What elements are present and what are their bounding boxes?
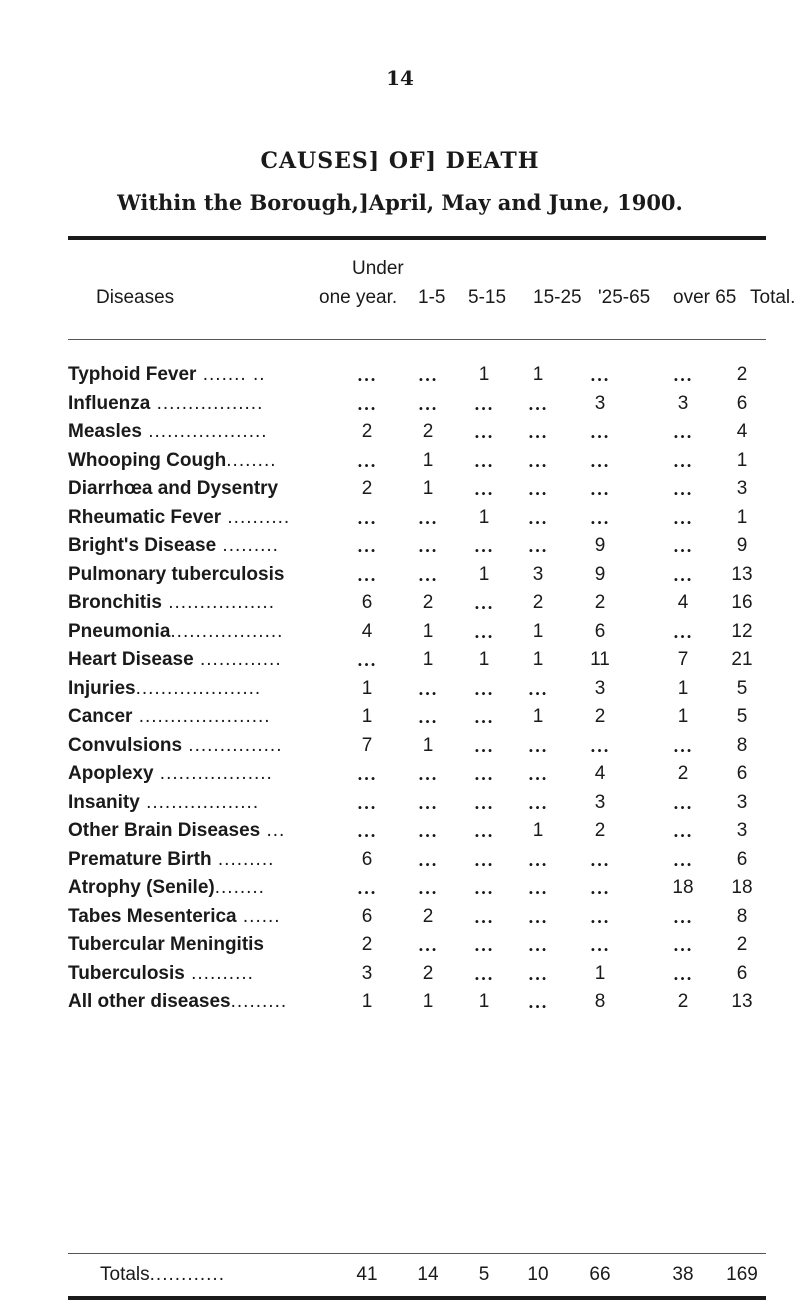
table-row-18-cell: ...	[590, 879, 610, 898]
table-row-6-cell: ...	[528, 537, 548, 556]
table-row-0-cell: ...	[590, 366, 610, 385]
table-row-16-cell: ...	[418, 822, 438, 841]
table-row-4-name: Diarrhœa and Dysentry	[68, 478, 279, 499]
table-row-13-cell: 8	[736, 735, 748, 756]
table-row-18-label	[68, 877, 265, 899]
table-row-15-leader-dots: ..................	[139, 792, 260, 813]
totals-row-cell: 66	[589, 1264, 611, 1285]
table-row-3-cell: ...	[673, 452, 693, 471]
table-row-16-cell: ...	[474, 822, 494, 841]
table-row-18-cell: ...	[357, 879, 377, 898]
table-row-2-cell: 4	[736, 421, 748, 442]
header-total: Total.	[750, 287, 796, 308]
table-row-19-leader-dots: ......	[236, 906, 281, 927]
table-row-9-name: Pneumonia	[68, 621, 171, 642]
table-row-15-cell: ...	[528, 794, 548, 813]
table-row-11-cell: ...	[418, 680, 438, 699]
page-title: CAUSES] OF] DEATH	[260, 148, 540, 174]
table-row-3-cell: ...	[474, 452, 494, 471]
table-row-6-cell: ...	[418, 537, 438, 556]
header-one-year: one year.	[319, 287, 398, 308]
table-row-4-cell: 1	[422, 478, 434, 499]
header-1-5: 1-5	[418, 287, 446, 308]
table-row-8-cell: 6	[361, 592, 373, 613]
table-row-16-cell: 3	[736, 820, 748, 841]
table-row-19-cell: 6	[361, 906, 373, 927]
table-row-22-cell: ...	[528, 993, 548, 1012]
table-row-0-cell: ...	[673, 366, 693, 385]
table-row-10-leader-dots: .............	[193, 649, 282, 670]
table-row-5-cell: 1	[736, 507, 748, 528]
table-row-3-name: Whooping Cough	[68, 450, 227, 471]
table-row-17-name: Premature Birth	[68, 849, 212, 870]
table-row-15-label	[68, 792, 259, 814]
table-row-3-label	[68, 450, 277, 472]
totals-row-cell: 41	[356, 1264, 378, 1285]
table-row-10-name: Heart Disease	[68, 649, 194, 670]
table-row-7-cell: ...	[418, 566, 438, 585]
table-row-15-cell: ...	[474, 794, 494, 813]
table-row-8-cell: 2	[594, 592, 606, 613]
table-row-12-cell: 1	[361, 706, 373, 727]
table-row-6-cell: ...	[357, 537, 377, 556]
table-row-10-cell: 7	[677, 649, 689, 670]
table-row-6-leader-dots: .........	[216, 535, 279, 556]
table-row-9-cell: 6	[594, 621, 606, 642]
table-row-14-cell: ...	[357, 765, 377, 784]
table-row-0-cell: ...	[357, 366, 377, 385]
table-row-7-cell: 9	[594, 564, 606, 585]
totals-row-cell: 14	[417, 1264, 439, 1285]
table-row-10-cell: 1	[532, 649, 544, 670]
table-row-17-cell: ...	[418, 851, 438, 870]
table-row-12-cell: 5	[736, 706, 748, 727]
table-row-17-cell: 6	[736, 849, 748, 870]
table-row-0-cell: ...	[418, 366, 438, 385]
table-row-2-cell: ...	[474, 423, 494, 442]
table-row-20-cell: ...	[590, 936, 610, 955]
table-row-11-name: Injuries	[68, 678, 136, 699]
table-row-1-cell: ...	[528, 395, 548, 414]
table-row-4-cell: ...	[474, 480, 494, 499]
table-row-16-cell: 2	[594, 820, 606, 841]
table-row-3-cell: 1	[422, 450, 434, 471]
table-row-20-cell: ...	[673, 936, 693, 955]
table-row-1-leader-dots: .................	[150, 393, 264, 414]
page-subtitle: Within the Borough,]April, May and June, 1900.	[117, 190, 683, 215]
table-row-3-cell: 1	[736, 450, 748, 471]
table-row-0-leader-dots: ....... ..	[196, 364, 266, 385]
table-row-22-cell: 1	[422, 991, 434, 1012]
table-row-9-label	[68, 621, 283, 643]
table-row-2-cell: ...	[673, 423, 693, 442]
table-row-22-cell: 13	[731, 991, 753, 1012]
table-row-0-cell: 2	[736, 364, 748, 385]
table-row-2-name: Measles	[68, 421, 142, 442]
table-row-15-name: Insanity	[68, 792, 140, 813]
table-row-3-cell: ...	[528, 452, 548, 471]
table-row-6-cell: ...	[474, 537, 494, 556]
table-row-21-label	[68, 963, 254, 985]
table-row-22-cell: 1	[361, 991, 373, 1012]
table-row-9-cell: 1	[532, 621, 544, 642]
table-row-5-cell: 1	[478, 507, 490, 528]
table-row-18-cell: ...	[474, 879, 494, 898]
table-row-21-cell: 6	[736, 963, 748, 984]
table-row-4-cell: ...	[528, 480, 548, 499]
table-row-5-cell: ...	[357, 509, 377, 528]
table-row-11-label	[68, 678, 261, 700]
table-row-18-cell: ...	[418, 879, 438, 898]
table-row-17-cell: 6	[361, 849, 373, 870]
header-over-65: over 65	[673, 287, 737, 308]
table-row-2-leader-dots: ...................	[141, 421, 268, 442]
table-row-1-cell: ...	[474, 395, 494, 414]
table-row-11-cell: 1	[361, 678, 373, 699]
table-row-16-leader-dots: ...	[260, 820, 286, 841]
table-row-0-cell: 1	[478, 364, 490, 385]
table-row-0-name: Typhoid Fever	[68, 364, 197, 385]
table-row-21-cell: ...	[474, 965, 494, 984]
table-row-13-cell: ...	[474, 737, 494, 756]
table-row-17-cell: ...	[673, 851, 693, 870]
table-row-7-cell: 13	[731, 564, 753, 585]
bottom-rule	[68, 1296, 766, 1300]
table-row-5-cell: ...	[673, 509, 693, 528]
header-5-15: 5-15	[468, 287, 507, 308]
table-row-13-name: Convulsions	[68, 735, 183, 756]
table-row-12-leader-dots: .....................	[132, 706, 271, 727]
table-row-9-cell: 1	[422, 621, 434, 642]
table-row-20-cell: ...	[418, 936, 438, 955]
table-row-18-cell: 18	[731, 877, 753, 898]
totals-row-cell: 5	[478, 1264, 490, 1285]
page-number: 14	[386, 66, 414, 90]
table-row-21-cell: 2	[422, 963, 434, 984]
table-row-10-cell: 21	[731, 649, 753, 670]
table-row-13-cell: 7	[361, 735, 373, 756]
table-row-20-cell: ...	[528, 936, 548, 955]
table-row-11-cell: 5	[736, 678, 748, 699]
table-row-14-cell: ...	[418, 765, 438, 784]
table-row-16-cell: ...	[357, 822, 377, 841]
table-row-1-name: Influenza	[68, 393, 151, 414]
table-row-3-leader-dots: ........	[226, 450, 277, 471]
table-row-20-label	[68, 934, 264, 956]
table-row-11-leader-dots: ....................	[135, 678, 262, 699]
table-row-20-cell: 2	[361, 934, 373, 955]
table-row-7-cell: ...	[673, 566, 693, 585]
table-row-10-label	[68, 649, 282, 671]
table-row-16-cell: ...	[673, 822, 693, 841]
table-row-9-cell: ...	[474, 623, 494, 642]
table-row-4-cell: ...	[590, 480, 610, 499]
table-row-13-cell: ...	[528, 737, 548, 756]
header-rule	[68, 339, 766, 340]
table-row-15-cell: ...	[357, 794, 377, 813]
table-row-19-label	[68, 906, 281, 928]
header-15-25: 15-25	[533, 287, 582, 308]
table-row-17-leader-dots: .........	[211, 849, 275, 870]
table-row-11-cell: ...	[474, 680, 494, 699]
table-row-19-cell: 8	[736, 906, 748, 927]
table-row-5-label	[68, 507, 290, 529]
table-row-2-cell: ...	[590, 423, 610, 442]
totals-row-cell: 169	[726, 1264, 758, 1285]
table-row-1-cell: ...	[357, 395, 377, 414]
table-row-1-cell: 6	[736, 393, 748, 414]
table-row-13-leader-dots: ...............	[182, 735, 283, 756]
table-row-14-cell: 4	[594, 763, 606, 784]
table-row-19-cell: ...	[673, 908, 693, 927]
table-row-7-name: Pulmonary tuberculosis	[68, 564, 285, 585]
table-row-9-leader-dots: ..................	[170, 621, 284, 642]
table-row-11-cell: 1	[677, 678, 689, 699]
table-row-5-cell: ...	[590, 509, 610, 528]
table-row-1-cell: 3	[594, 393, 606, 414]
table-row-19-name: Tabes Mesenterica	[68, 906, 237, 927]
table-row-7-cell: 3	[532, 564, 544, 585]
table-row-8-cell: 2	[532, 592, 544, 613]
table-row-11-cell: 3	[594, 678, 606, 699]
table-row-8-cell: 4	[677, 592, 689, 613]
table-row-1-cell: 3	[677, 393, 689, 414]
table-row-4-cell: ...	[673, 480, 693, 499]
table-row-7-label	[68, 564, 284, 586]
table-row-6-name: Bright's Disease	[68, 535, 217, 556]
table-row-13-cell: ...	[673, 737, 693, 756]
table-row-9-cell: ...	[673, 623, 693, 642]
table-row-20-cell: ...	[474, 936, 494, 955]
table-row-14-cell: ...	[474, 765, 494, 784]
table-row-15-cell: 3	[736, 792, 748, 813]
table-row-15-cell: ...	[418, 794, 438, 813]
table-row-14-label	[68, 763, 273, 785]
table-row-21-cell: ...	[673, 965, 693, 984]
table-row-5-cell: ...	[418, 509, 438, 528]
table-row-22-cell: 2	[677, 991, 689, 1012]
table-row-19-cell: 2	[422, 906, 434, 927]
table-row-16-label	[68, 820, 285, 842]
table-row-18-cell: 18	[672, 877, 694, 898]
table-row-20-cell: 2	[736, 934, 748, 955]
table-row-9-cell: 4	[361, 621, 373, 642]
table-row-12-cell: ...	[474, 708, 494, 727]
table-row-22-cell: 1	[478, 991, 490, 1012]
table-row-13-cell: ...	[590, 737, 610, 756]
table-row-12-label	[68, 706, 271, 728]
table-row-16-name: Other Brain Diseases	[68, 820, 261, 841]
table-row-10-cell: ...	[357, 651, 377, 670]
header-diseases: Diseases	[96, 287, 175, 308]
table-row-2-cell: 2	[361, 421, 373, 442]
table-row-15-cell: 3	[594, 792, 606, 813]
table-row-8-cell: ...	[474, 594, 494, 613]
table-row-3-cell: ...	[590, 452, 610, 471]
totals-row-cell: 38	[672, 1264, 694, 1285]
totals-row-cell: 10	[527, 1264, 549, 1285]
table-row-21-cell: 3	[361, 963, 373, 984]
table-row-17-cell: ...	[528, 851, 548, 870]
table-row-5-name: Rheumatic Fever	[68, 507, 222, 528]
table-row-14-leader-dots: ..................	[153, 763, 273, 784]
table-row-12-cell: ...	[418, 708, 438, 727]
table-row-6-cell: 9	[736, 535, 748, 556]
table-row-22-leader-dots: .........	[230, 991, 288, 1012]
table-row-13-cell: 1	[422, 735, 434, 756]
table-row-13-label	[68, 735, 282, 757]
table-row-4-label	[68, 478, 278, 500]
table-row-21-cell: ...	[528, 965, 548, 984]
table-row-14-cell: 2	[677, 763, 689, 784]
table-row-3-cell: ...	[357, 452, 377, 471]
table-row-7-cell: 1	[478, 564, 490, 585]
table-row-18-name: Atrophy (Senile)	[68, 877, 215, 898]
table-row-12-name: Cancer	[68, 706, 133, 727]
table-row-18-cell: ...	[528, 879, 548, 898]
totals-rule	[68, 1253, 766, 1254]
table-row-1-cell: ...	[418, 395, 438, 414]
table-row-14-cell: 6	[736, 763, 748, 784]
table-row-14-name: Apoplexy	[68, 763, 154, 784]
table-row-12-cell: 1	[532, 706, 544, 727]
table-row-12-cell: 1	[677, 706, 689, 727]
table-row-11-cell: ...	[528, 680, 548, 699]
table-row-8-cell: 16	[731, 592, 753, 613]
table-row-8-label	[68, 592, 275, 614]
table-row-8-leader-dots: .................	[161, 592, 275, 613]
table-row-1-label	[68, 393, 263, 415]
header-under: Under	[352, 258, 404, 279]
table-row-21-leader-dots: ..........	[184, 963, 254, 984]
totals-row-leader-dots: ............	[149, 1264, 225, 1285]
table-row-9-cell: 12	[731, 621, 753, 642]
top-rule	[68, 236, 766, 240]
table-row-19-cell: ...	[474, 908, 494, 927]
table-row-2-label	[68, 421, 268, 443]
table-row-22-name: All other diseases	[68, 991, 231, 1012]
table-row-15-cell: ...	[673, 794, 693, 813]
table-row-16-cell: 1	[532, 820, 544, 841]
table-row-8-name: Bronchitis	[68, 592, 162, 613]
table-row-10-cell: 1	[422, 649, 434, 670]
table-row-8-cell: 2	[422, 592, 434, 613]
table-row-12-cell: 2	[594, 706, 606, 727]
table-row-20-name: Tubercular Meningitis	[68, 934, 265, 955]
table-row-0-label	[68, 364, 266, 386]
table-row-17-cell: ...	[590, 851, 610, 870]
table-row-19-cell: ...	[528, 908, 548, 927]
table-row-2-cell: ...	[528, 423, 548, 442]
totals-row-name: Totals	[100, 1264, 150, 1285]
table-row-4-cell: 2	[361, 478, 373, 499]
table-row-19-cell: ...	[590, 908, 610, 927]
table-row-5-leader-dots: ..........	[221, 507, 291, 528]
table-row-21-cell: 1	[594, 963, 606, 984]
table-row-22-label	[68, 991, 287, 1013]
table-row-6-cell: ...	[673, 537, 693, 556]
table-row-22-cell: 8	[594, 991, 606, 1012]
table-row-10-cell: 1	[478, 649, 490, 670]
totals-row-label	[100, 1264, 225, 1286]
table-row-6-label	[68, 535, 279, 557]
table-row-0-cell: 1	[532, 364, 544, 385]
table-row-21-name: Tuberculosis	[68, 963, 185, 984]
table-row-7-cell: ...	[357, 566, 377, 585]
table-row-17-label	[68, 849, 274, 871]
table-row-6-cell: 9	[594, 535, 606, 556]
table-row-18-leader-dots: ........	[214, 877, 265, 898]
table-row-14-cell: ...	[528, 765, 548, 784]
table-row-5-cell: ...	[528, 509, 548, 528]
table-row-10-cell: 11	[590, 649, 610, 670]
table-row-2-cell: 2	[422, 421, 434, 442]
table-row-17-cell: ...	[474, 851, 494, 870]
table-row-4-cell: 3	[736, 478, 748, 499]
header-25-65: '25-65	[598, 287, 651, 308]
